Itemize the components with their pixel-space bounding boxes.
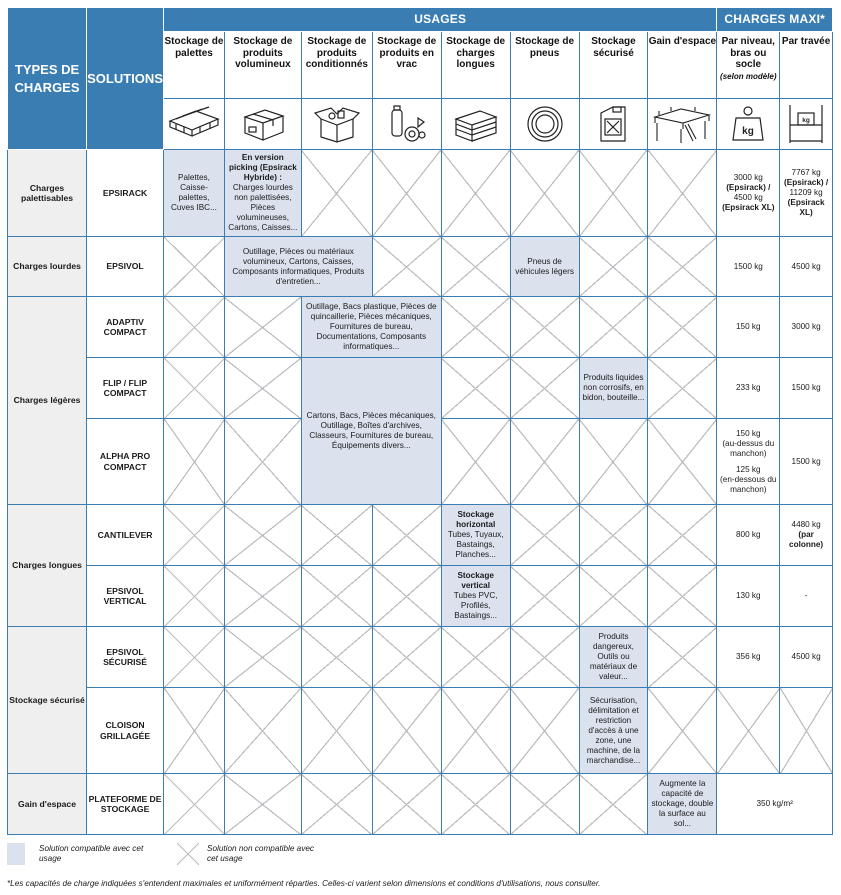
cell-incompatible — [780, 688, 833, 774]
legend-compatible-label: Solution compatible avec cet usage — [39, 844, 144, 863]
cell-incompatible — [648, 150, 717, 237]
cell-incompatible — [648, 297, 717, 358]
cell-flip-securise: Produits liquides non corrosifs, en bidon, bouteille... — [579, 358, 648, 419]
cell-incompatible — [441, 688, 510, 774]
charge-col-travee: Par travée — [780, 32, 833, 99]
pallet-icon — [164, 99, 225, 150]
cell-incompatible — [301, 505, 372, 566]
cell-incompatible — [224, 774, 301, 835]
cell-epsirack-volumineux-text: Charges lourdes non palettisées, Pièces volumineuses, Cartons, Caisses... — [228, 183, 298, 232]
cell-incompatible — [648, 358, 717, 419]
cell-incompatible — [579, 237, 648, 297]
jerrycan-icon — [579, 99, 648, 150]
cell-epsirack-volumineux — [224, 150, 301, 237]
cell-incompatible — [164, 774, 225, 835]
cell-incompatible — [441, 774, 510, 835]
cell-incompatible — [579, 150, 648, 237]
cell-flip-alpha-conditionnes: Cartons, Bacs, Pièces mécaniques, Outillage, Boîtes d'archives, Classeurs, Fournitures de bureau, Équipements divers... — [301, 358, 441, 505]
solution-alpha-pro-compact: ALPHA PRO COMPACT — [87, 419, 164, 505]
cell-incompatible — [510, 566, 579, 627]
cap-alpha-travee: 1500 kg — [780, 419, 833, 505]
cell-incompatible — [648, 237, 717, 297]
solution-epsirack: EPSIRACK — [87, 150, 164, 237]
usage-col-securise: Stockage sécurisé — [579, 32, 648, 99]
cell-incompatible — [372, 627, 441, 688]
cell-incompatible — [372, 688, 441, 774]
cell-incompatible — [164, 566, 225, 627]
legend-compatible-swatch — [7, 843, 25, 865]
cap-epsivol-niveau: 1500 kg — [717, 237, 780, 297]
legend-incompatible-label: Solution non compatible avec cet usage — [207, 844, 314, 863]
cell-cantilever-title: Stockage horizontal — [456, 510, 496, 529]
cap-value: 125 kg — [735, 464, 761, 474]
usage-col-volumineux: Stockage de produits volumineux — [224, 32, 301, 99]
cell-incompatible — [717, 688, 780, 774]
open-box-icon — [301, 99, 372, 150]
type-charges-lourdes: Charges lourdes — [8, 237, 87, 297]
cell-incompatible — [372, 505, 441, 566]
cap-note: (par colonne) — [789, 530, 824, 549]
cell-incompatible — [301, 627, 372, 688]
compatibility-table — [7, 7, 833, 835]
solution-flip-compact: FLIP / FLIP COMPACT — [87, 358, 164, 419]
cell-epsirack-volumineux-bold: En version picking (Epsirack Hybride) : — [228, 153, 297, 182]
cap-note: (Epsirack XL) — [787, 198, 825, 217]
cap-cantilever-travee — [780, 505, 833, 566]
solution-epsivol-vertical: EPSIVOL VERTICAL — [87, 566, 164, 627]
cap-value: 3000 kg — [733, 173, 763, 182]
cap-value: 4500 kg — [733, 193, 763, 202]
weight-kg-icon — [717, 99, 780, 150]
mezzanine-icon — [648, 99, 717, 150]
cell-incompatible — [510, 505, 579, 566]
cell-incompatible — [579, 419, 648, 505]
charges-maxi-header: CHARGES MAXI* — [717, 8, 833, 32]
cell-incompatible — [164, 627, 225, 688]
cap-epsirack-niveau — [717, 150, 780, 237]
cell-epsivol-volumineux-conditionnes: Outillage, Pièces ou matériaux volumineux, Cartons, Caisses, Composants informatiques, Produits d'entretien... — [224, 237, 372, 297]
cell-incompatible — [579, 774, 648, 835]
type-charges-longues: Charges longues — [8, 505, 87, 627]
cell-epsivol-vertical-longues — [441, 566, 510, 627]
cap-note: (au-dessus du manchon) — [722, 438, 775, 458]
cell-adaptiv-conditionnes: Outillage, Bacs plastique, Pièces de quincaillerie, Pièces mécaniques, Fournitures de bureau, Documentations, Composants informatiques... — [301, 297, 441, 358]
cell-incompatible — [164, 505, 225, 566]
legend-incompatible-swatch — [177, 843, 199, 865]
cap-note: (Epsirack) / — [726, 183, 771, 192]
cell-incompatible — [164, 688, 225, 774]
cell-incompatible — [301, 150, 372, 237]
type-charges-legeres: Charges légères — [8, 297, 87, 505]
cell-incompatible — [441, 419, 510, 505]
cap-value: 7767 kg — [791, 168, 821, 177]
cell-incompatible — [441, 358, 510, 419]
cap-epsivol-vertical-travee: - — [780, 566, 833, 627]
type-charges-palettisables: Charges palettisables — [8, 150, 87, 237]
cap-alpha-niveau — [717, 419, 780, 505]
cap-epsivol-securise-niveau: 356 kg — [717, 627, 780, 688]
cap-epsivol-securise-travee: 4500 kg — [780, 627, 833, 688]
cap-note: (en-dessous du manchon) — [720, 474, 777, 494]
cell-epsivol-securise: Produits dangereux, Outils ou matériaux de valeur... — [579, 627, 648, 688]
types-header: TYPES DE CHARGES — [8, 8, 87, 150]
cap-plateforme: 350 kg/m² — [717, 774, 833, 835]
cell-incompatible — [648, 419, 717, 505]
cell-incompatible — [301, 566, 372, 627]
cell-incompatible — [510, 774, 579, 835]
usage-col-conditionnes: Stockage de produits conditionnés — [301, 32, 372, 99]
footnote: *Les capacités de charge indiquées s'entendent maximales et uniformément réparties. Celles-ci varient selon dimensions et conditions d'utilisations, nous consulter. — [7, 879, 601, 888]
type-stockage-securise: Stockage sécurisé — [8, 627, 87, 774]
svg-text:kg: kg — [742, 126, 755, 137]
cell-incompatible — [648, 627, 717, 688]
cell-incompatible — [164, 358, 225, 419]
cell-incompatible — [224, 627, 301, 688]
solution-epsivol-securise: EPSIVOL SÉCURISÉ — [87, 627, 164, 688]
usage-col-gain-espace: Gain d'espace — [648, 32, 717, 99]
cell-incompatible — [510, 688, 579, 774]
usages-header: USAGES — [164, 8, 717, 32]
cell-incompatible — [224, 688, 301, 774]
compatibility-table-wrapper — [7, 7, 833, 835]
cap-value: 4480 kg — [791, 520, 821, 529]
charge-col-niveau — [717, 32, 780, 99]
cell-cantilever-longues — [441, 505, 510, 566]
cell-plateforme-gain-espace: Augmente la capacité de stockage, double la surface au sol... — [648, 774, 717, 835]
cap-adaptiv-travee: 3000 kg — [780, 297, 833, 358]
cell-epsivol-pneus: Pneus de véhicules légers — [510, 237, 579, 297]
usage-col-longues: Stockage de charges longues — [441, 32, 510, 99]
cell-incompatible — [648, 505, 717, 566]
cell-incompatible — [372, 566, 441, 627]
cell-incompatible — [224, 419, 301, 505]
cell-incompatible — [301, 688, 372, 774]
cap-note: (Epsirack) / — [784, 178, 829, 187]
cap-flip-travee: 1500 kg — [780, 358, 833, 419]
cap-epsirack-travee — [780, 150, 833, 237]
cell-incompatible — [164, 419, 225, 505]
cell-incompatible — [648, 566, 717, 627]
cell-incompatible — [224, 505, 301, 566]
cell-incompatible — [510, 150, 579, 237]
cell-incompatible — [579, 566, 648, 627]
cap-epsivol-travee: 4500 kg — [780, 237, 833, 297]
tyre-icon — [510, 99, 579, 150]
cap-adaptiv-niveau: 150 kg — [717, 297, 780, 358]
solution-cantilever: CANTILEVER — [87, 505, 164, 566]
cell-epsivol-vertical-text: Tubes PVC, Profilés, Bastaings... — [453, 591, 498, 620]
cap-epsivol-vertical-niveau: 130 kg — [717, 566, 780, 627]
cell-incompatible — [164, 297, 225, 358]
cell-incompatible — [648, 688, 717, 774]
cell-incompatible — [579, 505, 648, 566]
cell-incompatible — [372, 237, 441, 297]
cell-cantilever-text: Tubes, Tuyaux, Bastaings, Planches... — [447, 530, 504, 559]
charge-col-niveau-label: Par niveau, bras ou socle — [721, 36, 775, 70]
svg-text:kg: kg — [802, 117, 810, 124]
cell-incompatible — [224, 297, 301, 358]
cell-incompatible — [224, 566, 301, 627]
long-loads-icon — [441, 99, 510, 150]
cell-incompatible — [372, 150, 441, 237]
solution-epsivol: EPSIVOL — [87, 237, 164, 297]
cell-epsivol-vertical-title: Stockage vertical — [457, 571, 494, 590]
cell-incompatible — [441, 150, 510, 237]
cap-value: 11209 kg — [789, 188, 823, 197]
box-icon — [224, 99, 301, 150]
cell-incompatible — [510, 297, 579, 358]
cell-incompatible — [224, 358, 301, 419]
cell-cloison-securise: Sécurisation, délimitation et restriction d'accès à une zone, une machine, de la marchandise... — [579, 688, 648, 774]
usage-col-vrac: Stockage de produits en vrac — [372, 32, 441, 99]
usage-col-palettes: Stockage de palettes — [164, 32, 225, 99]
cell-incompatible — [441, 237, 510, 297]
solution-plateforme-stockage: PLATEFORME DE STOCKAGE — [87, 774, 164, 835]
cell-incompatible — [579, 297, 648, 358]
solution-cloison-grillagee: CLOISON GRILLAGÉE — [87, 688, 164, 774]
type-gain-espace: Gain d'espace — [8, 774, 87, 835]
cap-cantilever-niveau: 800 kg — [717, 505, 780, 566]
cap-value: 150 kg — [735, 428, 761, 438]
usage-col-pneus: Stockage de pneus — [510, 32, 579, 99]
cell-incompatible — [372, 774, 441, 835]
cap-flip-niveau: 233 kg — [717, 358, 780, 419]
cell-incompatible — [164, 237, 225, 297]
cell-incompatible — [510, 358, 579, 419]
cell-incompatible — [441, 297, 510, 358]
cell-incompatible — [441, 627, 510, 688]
cell-incompatible — [510, 419, 579, 505]
charge-col-niveau-sub: (selon modèle) — [720, 71, 777, 81]
cap-note: (Epsirack XL) — [722, 203, 775, 212]
cell-incompatible — [510, 627, 579, 688]
solutions-header: SOLUTIONS — [87, 8, 164, 150]
rack-bay-icon — [780, 99, 833, 150]
legend — [7, 841, 833, 871]
solution-adaptiv-compact: ADAPTIV COMPACT — [87, 297, 164, 358]
cell-epsirack-palettes: Palettes, Caisse-palettes, Cuves IBC... — [164, 150, 225, 237]
cell-incompatible — [301, 774, 372, 835]
bulk-items-icon — [372, 99, 441, 150]
